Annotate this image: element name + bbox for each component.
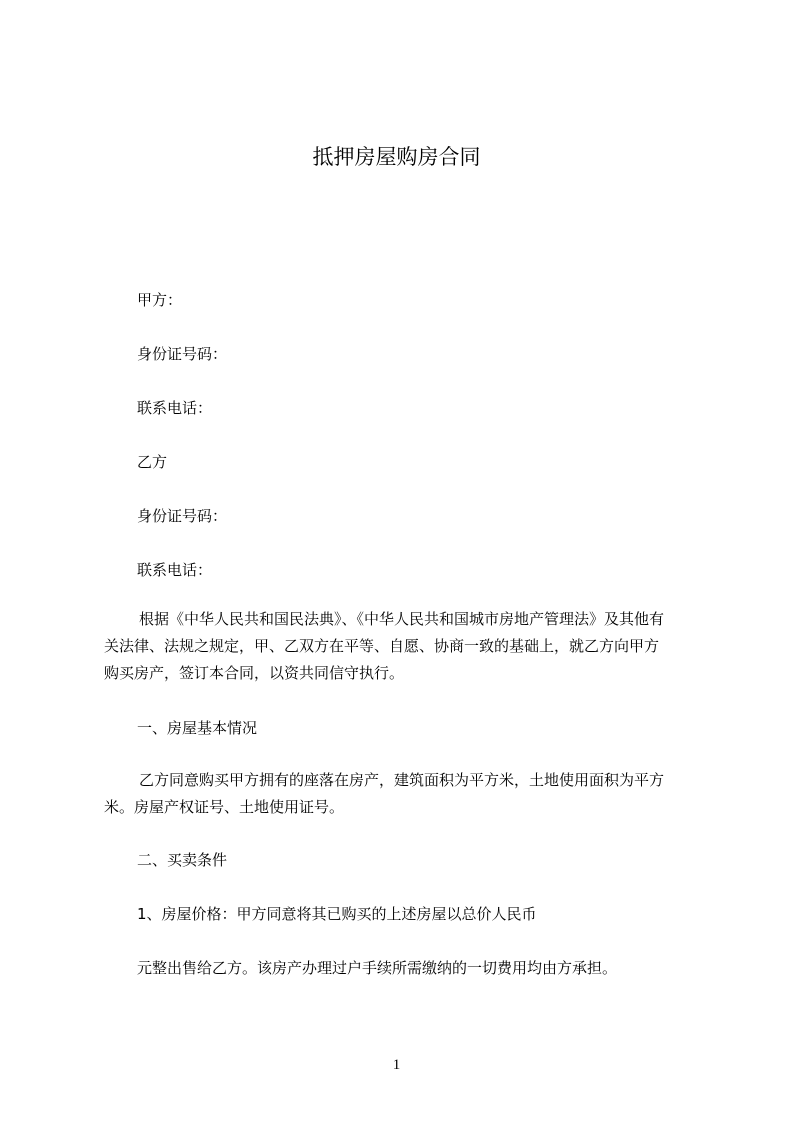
section-2-heading: 二、买卖条件 xyxy=(137,851,228,869)
section-2-clause-1-line-1: 1、房屋价格：甲方同意将其已购买的上述房屋以总价人民币 xyxy=(137,905,537,923)
party-a-id-label: 身份证号码： xyxy=(137,345,228,363)
section-1-line-1: 乙方同意购买甲方拥有的座落在房产，建筑面积为平方米，土地使用面积为平方 xyxy=(139,771,665,789)
page-number: 1 xyxy=(392,1057,401,1073)
section-2-clause-1-line-2: 元整出售给乙方。该房产办理过户手续所需缴纳的一切费用均由方承担。 xyxy=(137,959,618,977)
party-b-label: 乙方 xyxy=(137,453,168,471)
preamble-line-3: 购买房产，签订本合同，以资共同信守执行。 xyxy=(104,664,405,682)
section-1-heading: 一、房屋基本情况 xyxy=(137,719,258,737)
party-b-id-label: 身份证号码： xyxy=(137,507,228,525)
preamble-paragraph xyxy=(104,606,704,687)
party-a-label: 甲方： xyxy=(137,291,183,309)
party-b-phone-label: 联系电话： xyxy=(137,561,213,579)
section-1-paragraph xyxy=(104,767,704,821)
preamble-line-2: 关法律、法规之规定，甲、乙双方在平等、自愿、协商一致的基础上，就乙方向甲方 xyxy=(104,637,660,655)
section-1-line-2: 米。房屋产权证号、土地使用证号。 xyxy=(104,798,345,816)
party-a-phone-label: 联系电话： xyxy=(137,399,213,417)
preamble-line-1: 根据《中华人民共和国民法典》、《中华人民共和国城市房地产管理法》及其他有 xyxy=(139,610,665,628)
document-title: 抵押房屋购房合同 xyxy=(312,145,481,169)
